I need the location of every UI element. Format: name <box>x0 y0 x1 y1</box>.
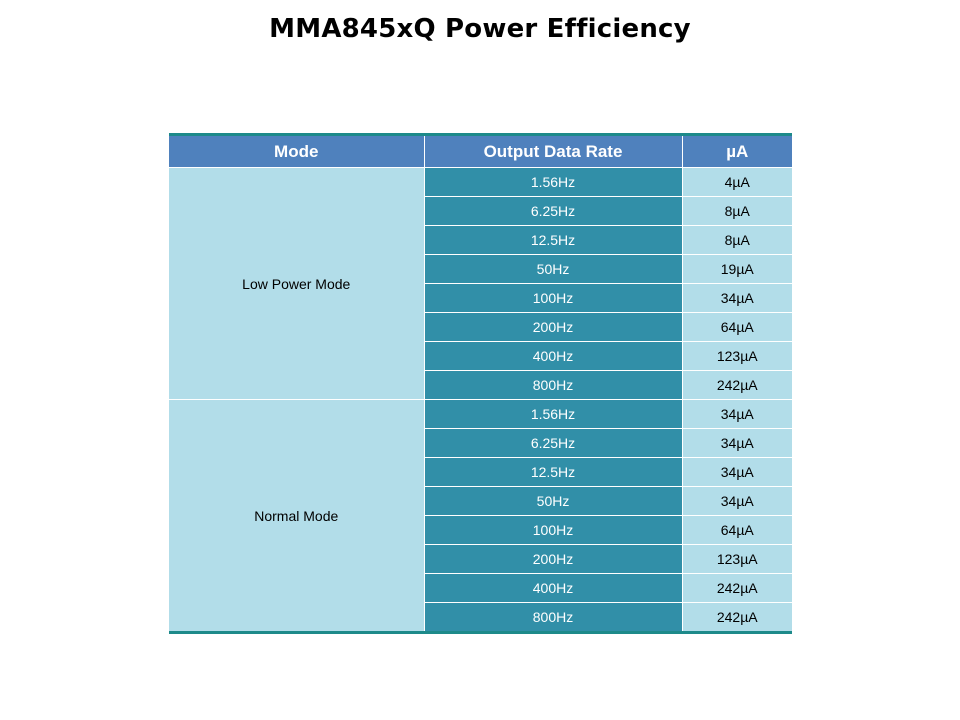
odr-cell: 6.25Hz <box>424 197 682 226</box>
current-cell: 34µA <box>682 487 792 516</box>
current-cell: 34µA <box>682 400 792 429</box>
mode-cell-normal: Normal Mode <box>169 400 424 633</box>
current-cell: 242µA <box>682 603 792 633</box>
table-row <box>169 400 792 429</box>
current-cell: 64µA <box>682 313 792 342</box>
odr-cell: 1.56Hz <box>424 400 682 429</box>
odr-cell: 800Hz <box>424 371 682 400</box>
odr-cell: 800Hz <box>424 603 682 633</box>
odr-cell: 100Hz <box>424 284 682 313</box>
odr-cell: 100Hz <box>424 516 682 545</box>
current-cell: 8µA <box>682 197 792 226</box>
current-cell: 123µA <box>682 545 792 574</box>
odr-cell: 12.5Hz <box>424 226 682 255</box>
odr-cell: 6.25Hz <box>424 429 682 458</box>
current-cell: 242µA <box>682 371 792 400</box>
odr-cell: 50Hz <box>424 255 682 284</box>
odr-cell: 50Hz <box>424 487 682 516</box>
slide-title: MMA845xQ Power Efficiency <box>269 14 691 44</box>
current-cell: 19µA <box>682 255 792 284</box>
odr-cell: 1.56Hz <box>424 168 682 197</box>
header-current: µA <box>682 135 792 168</box>
mode-cell-low-power: Low Power Mode <box>169 168 424 400</box>
odr-cell: 200Hz <box>424 313 682 342</box>
odr-cell: 12.5Hz <box>424 458 682 487</box>
current-cell: 8µA <box>682 226 792 255</box>
power-efficiency-table <box>169 133 792 634</box>
current-cell: 4µA <box>682 168 792 197</box>
current-cell: 34µA <box>682 284 792 313</box>
odr-cell: 400Hz <box>424 574 682 603</box>
current-cell: 242µA <box>682 574 792 603</box>
current-cell: 34µA <box>682 458 792 487</box>
table-row <box>169 168 792 197</box>
current-cell: 34µA <box>682 429 792 458</box>
odr-cell: 200Hz <box>424 545 682 574</box>
current-cell: 123µA <box>682 342 792 371</box>
odr-cell: 400Hz <box>424 342 682 371</box>
current-cell: 64µA <box>682 516 792 545</box>
table-header-row <box>169 135 792 168</box>
header-mode: Mode <box>169 135 424 168</box>
header-output-data-rate: Output Data Rate <box>424 135 682 168</box>
